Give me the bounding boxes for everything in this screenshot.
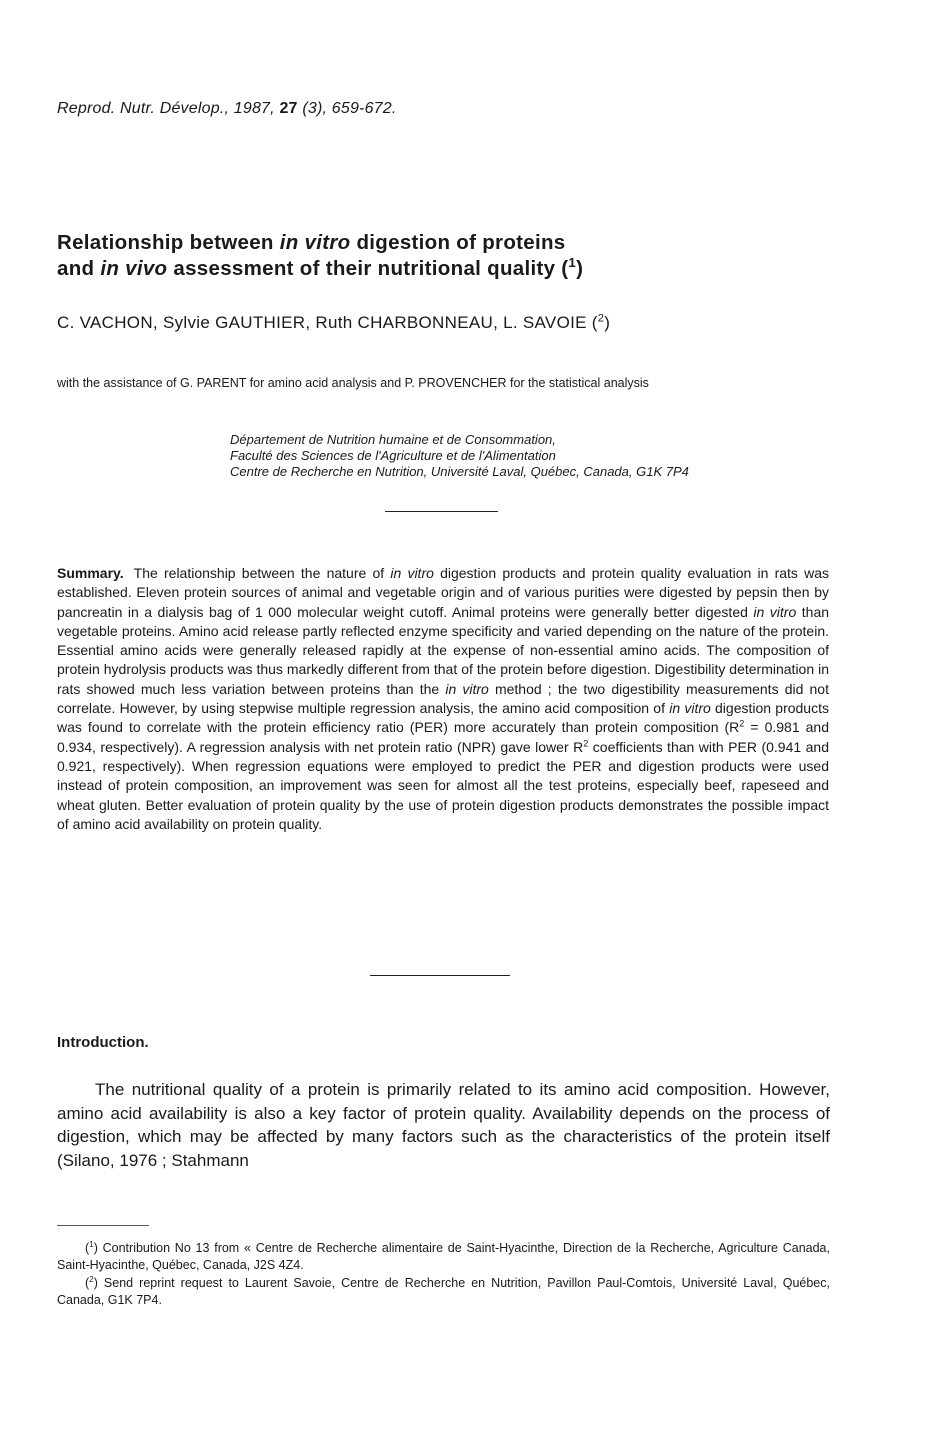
- title-line-1: Relationship between in vitro digestion of proteins: [57, 231, 566, 254]
- affiliation-line-2: Faculté des Sciences de l'Agriculture et de l'Alimentation: [230, 448, 556, 463]
- footnote-1: ($^1$) Contribution No 13 from « Centre de Recherche alimentaire de Saint-Hyacinthe, Direction de la Recherche, Agriculture Canada, Saint-Hyacinthe, Québec, Canada, J2S 4Z4.: [57, 1239, 830, 1272]
- journal-citation: [57, 100, 397, 118]
- journal-year: 1987,: [233, 100, 275, 117]
- paper-title: [57, 230, 877, 282]
- assistance-note: with the assistance of G. PARENT for amino acid analysis and P. PROVENCHER for the statistical analysis: [57, 376, 649, 390]
- journal-issue-pages: (3), 659-672.: [302, 100, 397, 117]
- affiliation: [230, 432, 870, 480]
- summary-abstract: Summary. The relationship between the nature of in vitro digestion products and protein quality evaluation in rats was established. Eleven protein sources of animal and vegetable origin and of various purities were digested by pepsin then by pancreatin in a dialysis bag of 1 000 molecular weight cutoff. Animal proteins were generally better digested in vitro than vegetable proteins. Amino acid release partly reflected enzyme specificity and varied depending on the nature of the protein. Essential amino acids were generally released rapidly at the expense of non-essential amino acids. The composition of protein hydrolysis products was thus markedly different from that of the protein before digestion. Digestibility determination in rats showed much less variation between proteins than the in vitro method ; the two digestibility measurements did not correlate. However, by using stepwise multiple regression analysis, the amino acid composition of in vitro digestion products was found to correlate with the protein efficiency ratio (PER) more accurately than protein composition ($R^2 = 0.981$ and 0.934, respectively). A regression analysis with net protein ratio (NPR) gave lower $R^2$ coefficients than with PER (0.941 and 0.921, respectively). When regression equations were employed to predict the PER and digestion products were used instead of protein composition, an improvement was seen for almost all the test proteins, especially beef, rapeseed and wheat gluten. Better evaluation of protein quality by the use of protein digestion products demonstrates the possible impact of amino acid availability on protein quality.: [57, 565, 830, 832]
- affiliation-line-1: Département de Nutrition humaine et de Consommation,: [230, 432, 556, 447]
- introduction-paragraph: The nutritional quality of a protein is primarily related to its amino acid composition. However, amino acid availability is also a key factor of protein quality. Availability depends on the process of digestion, which may be affected by many factors such as the characteristics of the protein itself (Silano, 1976 ; Stahmann: [57, 1080, 830, 1170]
- footnote-2: ($^2$) Send reprint request to Laurent Savoie, Centre de Recherche en Nutrition, Pavillon Paul-Comtois, Université Laval, Québec, Canada, G1K 7P4.: [57, 1274, 830, 1307]
- journal-name: Reprod. Nutr. Dévelop.,: [57, 100, 230, 117]
- section-heading-introduction: Introduction.: [57, 1034, 149, 1051]
- footnote-rule: [57, 1225, 149, 1226]
- title-line-2: and in vivo assessment of their nutritional quality ($^1$): [57, 255, 584, 280]
- affiliation-line-3: Centre de Recherche en Nutrition, Université Laval, Québec, Canada, G1K 7P4: [230, 464, 689, 479]
- separator-rule-top: [385, 511, 498, 512]
- journal-volume: 27: [279, 100, 298, 117]
- separator-rule-bottom: [370, 975, 510, 976]
- summary-label: Summary.: [57, 565, 124, 581]
- author-list: C. VACHON, Sylvie GAUTHIER, Ruth CHARBONNEAU, L. SAVOIE ($^2$): [57, 312, 611, 332]
